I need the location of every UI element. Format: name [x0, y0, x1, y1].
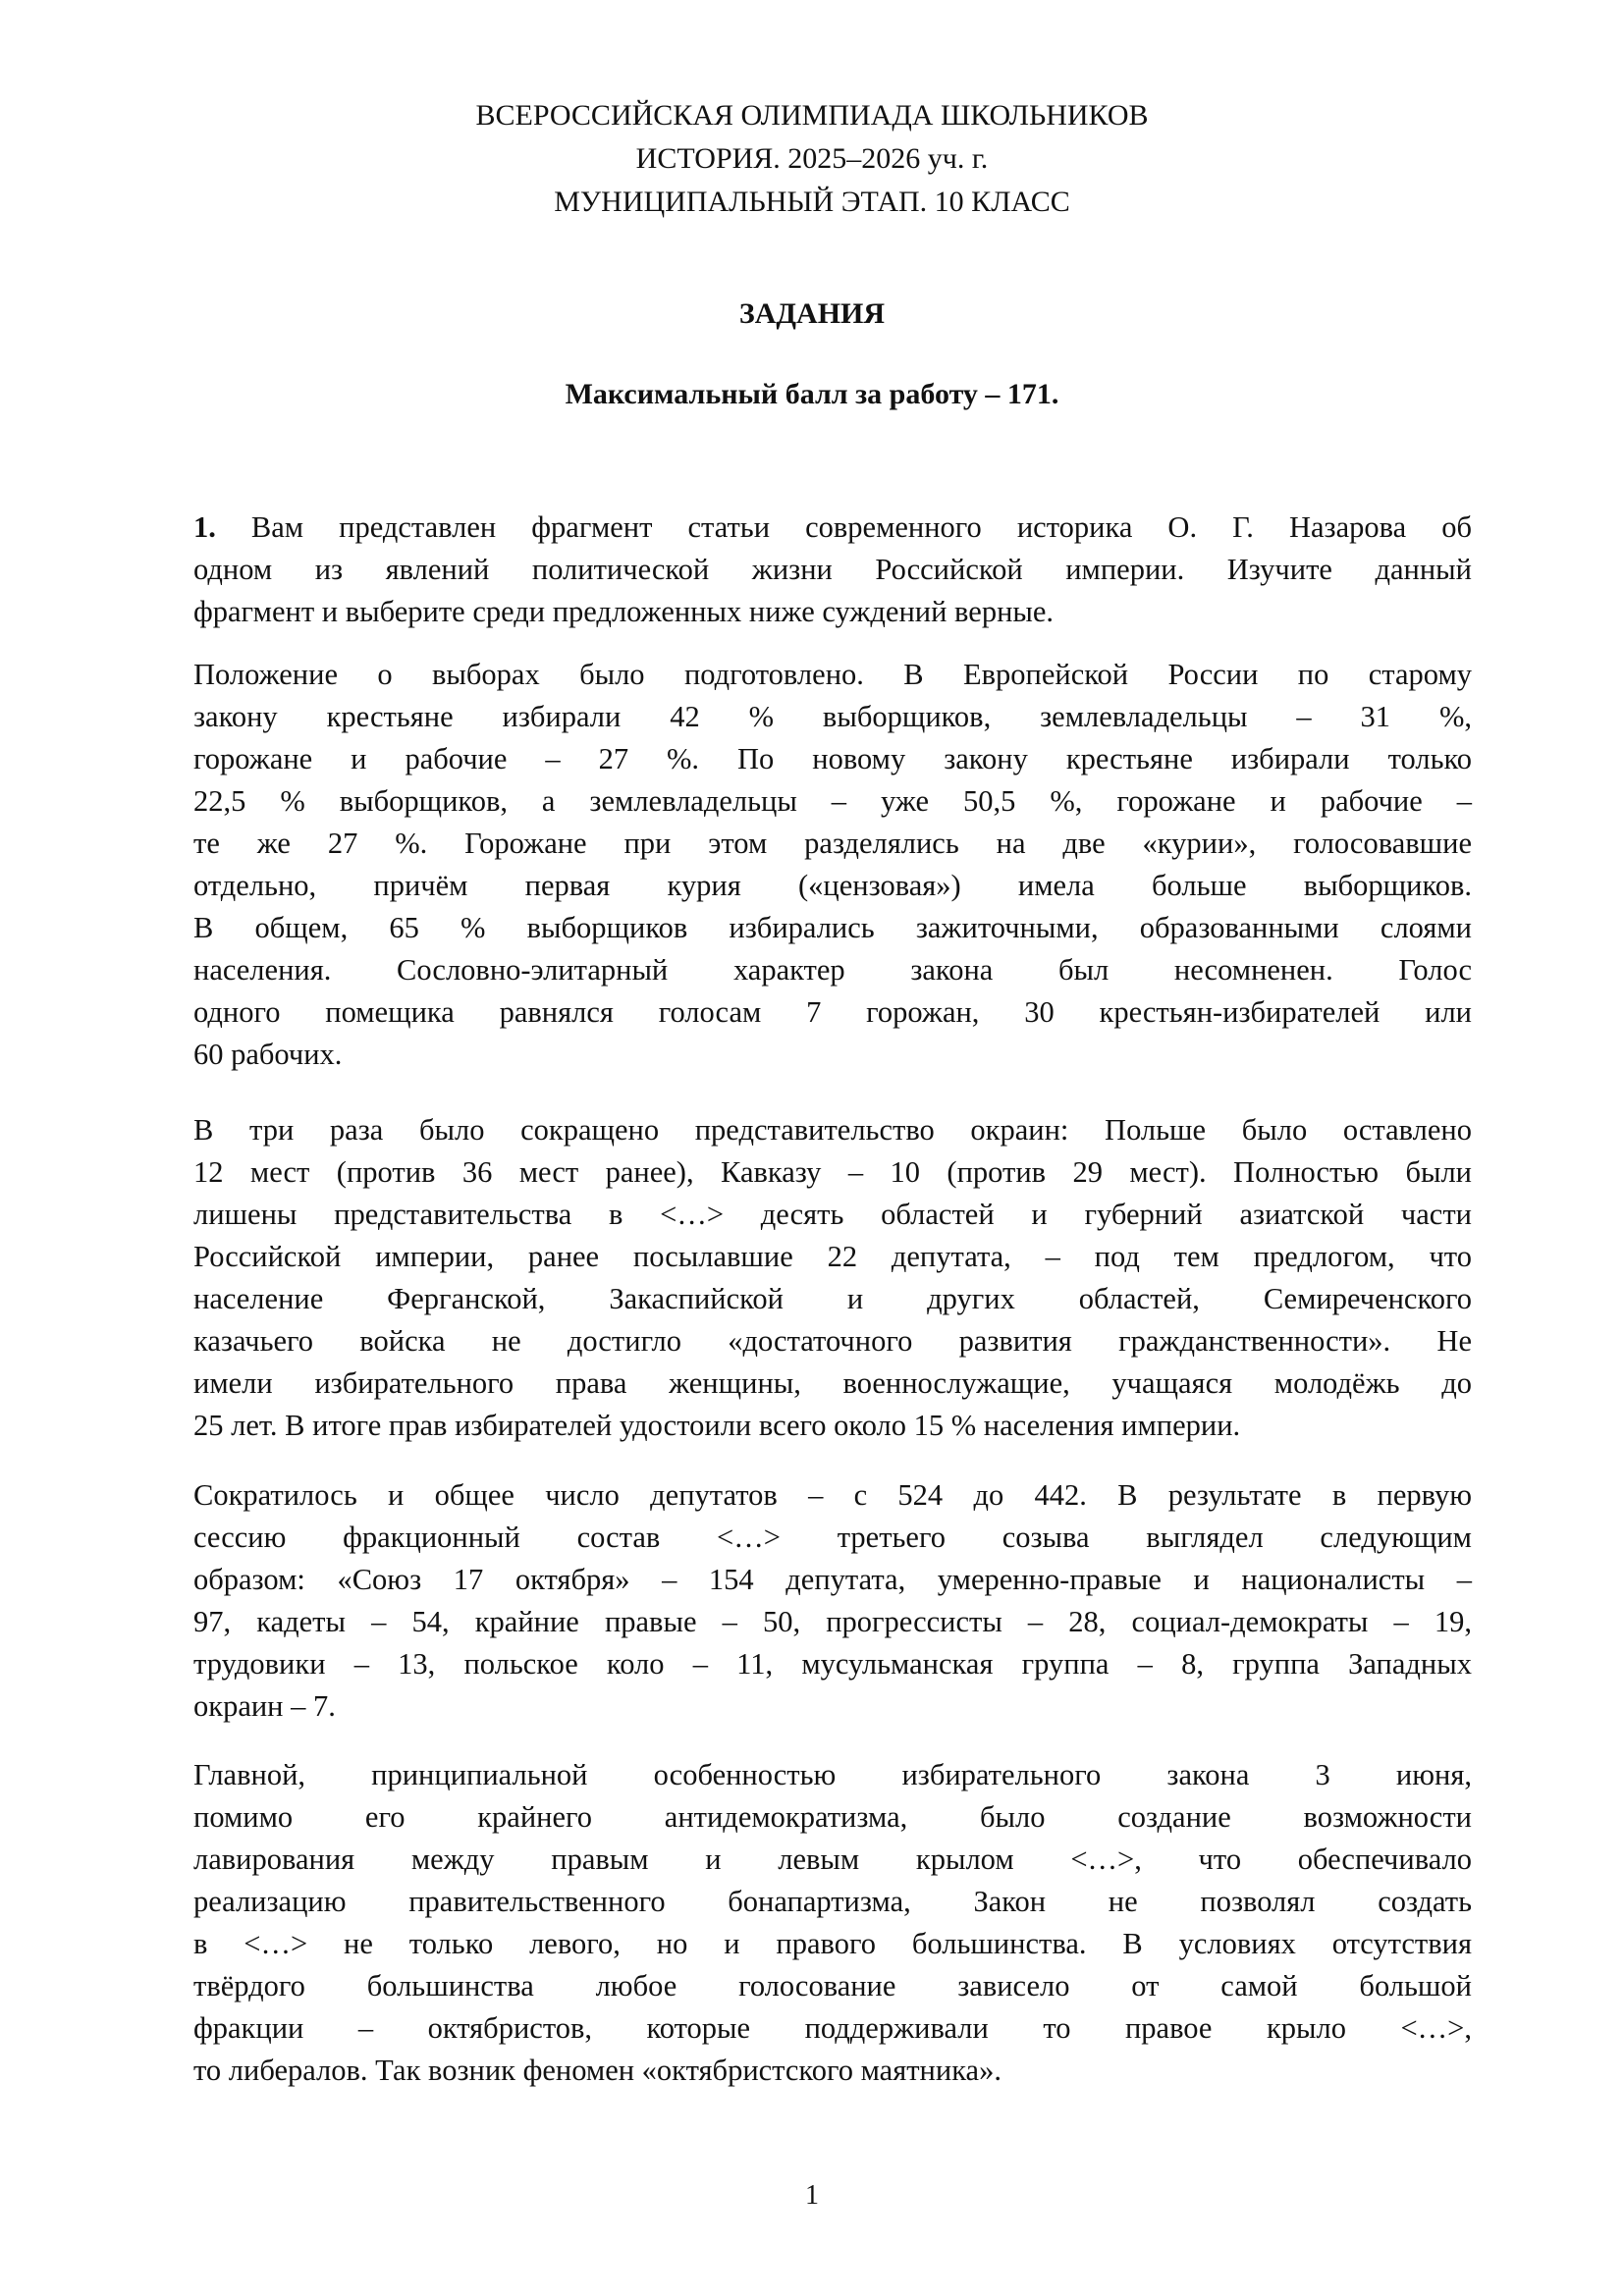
page-number: 1 — [805, 2180, 819, 2211]
excerpt-paragraph-4 — [193, 1754, 1472, 2092]
header-stage-grade: МУНИЦИПАЛЬНЫЙ ЭТАП. 10 КЛАСС — [554, 186, 1070, 218]
task-1-intro — [193, 507, 1472, 633]
header-subject-year: ИСТОРИЯ. 2025–2026 уч. г. — [635, 142, 989, 175]
excerpt-paragraph-1 — [193, 654, 1472, 1076]
text-line: помимо его крайнего антидемократизма, было создание возможности — [193, 1800, 1472, 1834]
text-line: 60 рабочих. — [193, 1038, 343, 1071]
text-line: горожане и рабочие – 27 %. По новому закону крестьяне избирали только — [193, 742, 1472, 775]
text-line: 22,5 % выборщиков, а землевладельцы – уже 50,5 %, горожане и рабочие – — [193, 784, 1472, 818]
text-line: закону крестьяне избирали 42 % выборщиков, землевладельцы – 31 %, — [193, 700, 1472, 733]
text-line: населения. Сословно-элитарный характер закона был несомненен. Голос — [193, 953, 1472, 987]
task-intro-line: фрагмент и выберите среди предложенных ниже суждений верные. — [193, 595, 1055, 628]
task-intro-line: одном из явлений политической жизни Российской империи. Изучите данный — [193, 553, 1472, 586]
text-line: имели избирательного права женщины, военнослужащие, учащаяся молодёжь до — [193, 1366, 1472, 1400]
text-line: окраин – 7. — [193, 1689, 336, 1723]
header-olympiad-title: ВСЕРОССИЙСКАЯ ОЛИМПИАДА ШКОЛЬНИКОВ — [475, 99, 1149, 132]
text-line: 97, кадеты – 54, крайние правые – 50, прогрессисты – 28, социал-демократы – 19, — [193, 1605, 1472, 1638]
text-line: Российской империи, ранее посылавшие 22 депутата, – под тем предлогом, что — [193, 1240, 1472, 1273]
text-line: В три раза было сокращено представительство окраин: Польше было оставлено — [193, 1113, 1472, 1147]
text-line: то либералов. Так возник феномен «октябристского маятника». — [193, 2054, 1001, 2087]
text-line: образом: «Союз 17 октября» – 154 депутата, умеренно-правые и националисты – — [193, 1563, 1472, 1596]
text-line: В общем, 65 % выборщиков избирались зажиточными, образованными слоями — [193, 911, 1472, 944]
max-score: Максимальный балл за работу – 171. — [565, 378, 1059, 410]
text-line: одного помещика равнялся голосам 7 горожан, 30 крестьян-избирателей или — [193, 995, 1472, 1029]
text-line: фракции – октябристов, которые поддерживали то правое крыло <…>, — [193, 2011, 1472, 2045]
task-number: 1. — [193, 510, 216, 544]
text-line: трудовики – 13, польское коло – 11, мусульманская группа – 8, группа Западных — [193, 1647, 1472, 1681]
text-line: отдельно, причём первая курия («цензовая») имела больше выборщиков. — [193, 869, 1472, 902]
text-line: твёрдого большинства любое голосование зависело от самой большой — [193, 1969, 1472, 2002]
text-line: 12 мест (против 36 мест ранее), Кавказу – 10 (против 29 мест). Полностью были — [193, 1155, 1472, 1189]
text-line: Положение о выборах было подготовлено. В Европейской России по старому — [193, 658, 1472, 691]
text-line: сессию фракционный состав <…> третьего созыва выглядел следующим — [193, 1521, 1472, 1554]
text-line: население Ферганской, Закаспийской и других областей, Семиреченского — [193, 1282, 1472, 1315]
section-title: ЗАДАНИЯ — [738, 297, 886, 330]
text-line: реализацию правительственного бонапартизма, Закон не позволял создать — [193, 1885, 1472, 1918]
text-line: лишены представительства в <…> десять областей и губерний азиатской части — [193, 1198, 1472, 1231]
excerpt-paragraph-3 — [193, 1474, 1472, 1728]
task-intro-line: 1. Вам представлен фрагмент статьи современного историка О. Г. Назарова об — [193, 510, 1472, 544]
text-line: казачьего войска не достигло «достаточного развития гражданственности». Не — [193, 1324, 1472, 1358]
text-line: 25 лет. В итоге прав избирателей удостоили всего около 15 % населения империи. — [193, 1409, 1241, 1442]
text-line: Сократилось и общее число депутатов – с 524 до 442. В результате в первую — [193, 1478, 1472, 1512]
text-line: в <…> не только левого, но и правого большинства. В условиях отсутствия — [193, 1927, 1472, 1960]
excerpt-paragraph-2 — [193, 1109, 1472, 1447]
text-line: лавирования между правым и левым крылом <…>, что обеспечивало — [193, 1842, 1472, 1876]
text-line: Главной, принципиальной особенностью избирательного закона 3 июня, — [193, 1758, 1472, 1791]
text-line: те же 27 %. Горожане при этом разделялись на две «курии», голосовавшие — [193, 827, 1472, 860]
